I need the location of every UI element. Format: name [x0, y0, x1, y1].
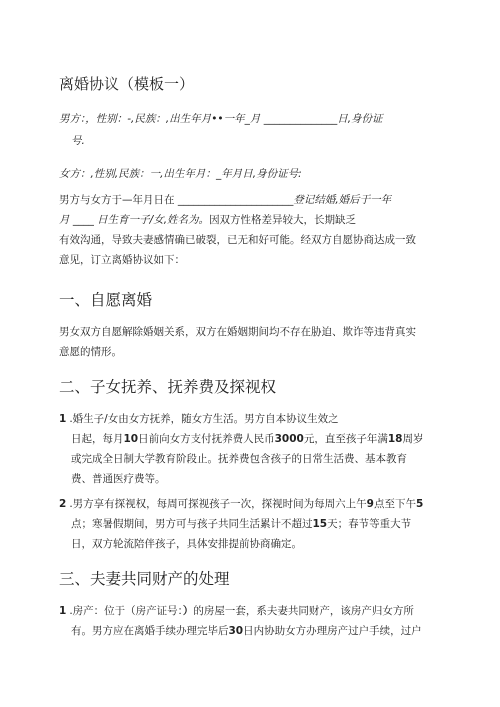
- list-item-line: 费、普通医疗费等。: [71, 473, 166, 485]
- intro-line-1: [59, 192, 391, 208]
- intro-line-4: 意见，订立离婚协议如下：: [59, 254, 185, 266]
- item-number-value: 10: [123, 433, 139, 445]
- intro-blank: 月 ____ 日生育一子/女,姓名为。: [59, 214, 210, 226]
- list-item-line: [59, 411, 339, 427]
- man-info-line: 男方：，性别：-,民族：,出生年月••一年_月 ______________日,身份证: [59, 113, 383, 125]
- item-text: 周岁: [402, 433, 424, 445]
- item-text: .男方享有探视权，每周可探视孩子一次，探视时间为每周六上午: [69, 498, 367, 510]
- list-item-line: 日，双方轮流陪伴孩子，具体安排提前协商确定。: [71, 538, 302, 550]
- page-title: 离婚协议（模板一）: [59, 75, 195, 93]
- list-item-line: 或完成全日制大学教育阶段止。抚养费包含孩子的日常生活费、基本教育: [71, 453, 407, 465]
- item-number-value: 3000: [274, 433, 304, 445]
- list-item-line: [71, 431, 423, 447]
- item-text: 天；春节等重大节: [327, 518, 412, 530]
- item-text: .婚生子/女由女方抚养，随女方生活。男方自本协议生效之: [69, 413, 339, 425]
- intro-text: 男方与女方于—年月日在: [59, 194, 178, 206]
- item-text: 日内协助女方办理房产过户手续，过户: [243, 625, 422, 637]
- item-number: 1: [59, 413, 67, 425]
- man-info-line-cont: 号.: [71, 135, 85, 147]
- list-item-line: [71, 623, 422, 639]
- item-text: 的房屋一套，系夫妻共同财产，该房产归女方所: [193, 605, 414, 617]
- section-heading: 一、自愿离婚: [59, 291, 153, 309]
- intro-blank: ______________________登记结婚,婚后于一年: [177, 194, 392, 206]
- item-number-value: 30: [228, 625, 244, 637]
- section-text-line: 意愿的情形。: [59, 346, 122, 358]
- item-number-value: 5: [415, 498, 424, 510]
- item-text: 点至下午: [373, 498, 416, 510]
- item-number: 2: [59, 498, 67, 510]
- intro-text: 因双方性格差异较大，长期缺乏: [209, 214, 357, 226]
- item-number-value: 18: [387, 433, 403, 445]
- intro-line-2: [59, 212, 356, 228]
- section-heading: 二、子女抚养、抚养费及探视权: [59, 378, 277, 396]
- item-text: 点；寒暑假期间，男方可与孩子共同生活累计不超过: [71, 518, 313, 530]
- item-number-value: 9: [366, 498, 374, 510]
- list-item-line: [59, 603, 414, 619]
- item-text: 日前向女方支付抚养费人民币: [138, 433, 275, 445]
- item-number-value: 15: [312, 518, 328, 530]
- list-item-line: [71, 516, 411, 532]
- item-text: .房产：位于（房产证号：: [69, 605, 183, 617]
- woman-info-line: 女方：,性别,民族：一,出生年月：_年月日,身份证号:: [59, 168, 302, 180]
- item-text: 日起，每月: [71, 433, 124, 445]
- item-text: 有。男方应在离婚手续办理完毕后: [71, 625, 229, 637]
- intro-line-3: 有效沟通，导致夫妻感情确已破裂，已无和好可能。经双方自愿协商达成一致: [59, 234, 416, 246]
- item-text: 元，直至孩子年满: [303, 433, 388, 445]
- section-heading: 三、夫妻共同财产的处理: [59, 570, 230, 588]
- section-text-line: 男女双方自愿解除婚姻关系，双方在婚姻期间均不存在胁迫、欺诈等违背真实: [59, 326, 416, 338]
- item-text: ）: [182, 605, 194, 617]
- item-number: 1: [59, 605, 67, 617]
- list-item-line: [59, 496, 423, 512]
